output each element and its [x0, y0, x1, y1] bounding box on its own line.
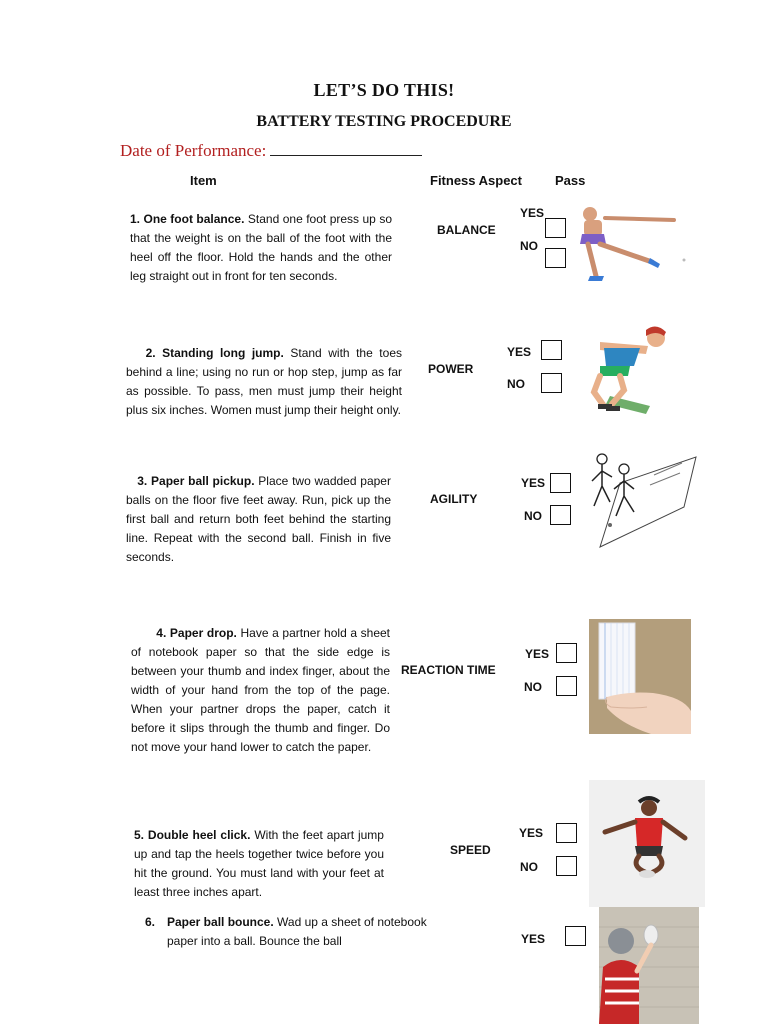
- item-paper-ball-bounce: [145, 913, 435, 951]
- item-number: 3.: [137, 474, 148, 488]
- item-name: Paper drop.: [169, 626, 237, 640]
- item-description: Stand with the toes behind a line; using no run or hop step, jump as far as possible. To pass, men must jump their height plus six inches. Women must jump their height only.: [126, 346, 402, 417]
- aspect-power: POWER: [428, 362, 474, 376]
- yes-label: YES: [521, 476, 546, 490]
- item-name: Standing long jump.: [162, 346, 284, 360]
- item-description: Place two wadded paper balls on the floor five feet away. Run, pick up the first ball and return both feet behind the starting line. Repeat with the second ball. Finish in five seconds.: [126, 474, 391, 564]
- balance-figure-image: [570, 200, 690, 290]
- yes-label: YES: [507, 345, 532, 359]
- date-label: Date of Performance:: [120, 141, 267, 160]
- aspect-agility: AGILITY: [430, 492, 478, 506]
- header-item: Item: [190, 173, 217, 188]
- pass-yes-checkbox[interactable]: [556, 643, 577, 663]
- page-title: LET’S DO THIS!: [313, 80, 455, 100]
- yes-label: YES: [519, 826, 544, 840]
- no-label: NO: [524, 680, 542, 694]
- aspect-speed: SPEED: [450, 843, 491, 857]
- no-label: NO: [520, 860, 538, 874]
- no-label: NO: [520, 239, 538, 253]
- paper-drop-photo: [589, 619, 691, 734]
- header-pass: Pass: [555, 173, 586, 188]
- item-number: 4.: [156, 626, 167, 640]
- heel-click-photo: [589, 780, 705, 907]
- aspect-reaction-time: REACTION TIME: [401, 663, 496, 677]
- date-blank-line[interactable]: [270, 141, 422, 156]
- long-jump-figure-image: [570, 322, 680, 418]
- item-name: Paper ball bounce.: [167, 915, 274, 929]
- item-paper-drop: [131, 624, 390, 757]
- yes-label: YES: [525, 647, 550, 661]
- pass-yes-checkbox[interactable]: [550, 473, 571, 493]
- pass-yes-checkbox[interactable]: [541, 340, 562, 360]
- item-name: Paper ball pickup.: [151, 474, 255, 488]
- item-number: 1.: [130, 212, 141, 226]
- item-name: Double heel click.: [147, 828, 251, 842]
- pass-no-checkbox[interactable]: [541, 373, 562, 393]
- item-one-foot-balance: [130, 210, 392, 286]
- no-label: NO: [507, 377, 525, 391]
- date-of-performance: [120, 141, 422, 161]
- pass-no-checkbox[interactable]: [556, 856, 577, 876]
- item-name: One foot balance.: [143, 212, 245, 226]
- pass-no-checkbox[interactable]: [556, 676, 577, 696]
- item-number: 5.: [134, 828, 145, 842]
- pass-no-checkbox[interactable]: [550, 505, 571, 525]
- item-paper-ball-pickup: [126, 472, 391, 567]
- page-subtitle: BATTERY TESTING PROCEDURE: [256, 113, 512, 130]
- item-double-heel-click: [134, 826, 384, 902]
- aspect-balance: BALANCE: [437, 223, 496, 237]
- item-description: Have a partner hold a sheet of notebook paper so that the side edge is between your thumb and index finger, about the width of your hand from the top of the page. When your partner drops the paper, catch it before it slips through the thumb and finger. Do not move your hand lower to catch the paper.: [131, 626, 390, 754]
- no-label: NO: [524, 509, 542, 523]
- ball-bounce-photo: [599, 907, 699, 1024]
- item-standing-long-jump: [126, 344, 402, 420]
- item-number: 2.: [145, 346, 156, 360]
- pass-no-checkbox[interactable]: [545, 248, 566, 268]
- item-description: Wad up a sheet of notebook paper into a ball. Bounce the ball: [167, 915, 427, 948]
- header-fitness-aspect: Fitness Aspect: [430, 173, 522, 188]
- pass-yes-checkbox[interactable]: [545, 218, 566, 238]
- item-description: Stand one foot press up so that the weight is on the ball of the foot with the heel off the floor. Hold the hands and the other leg straight out in front for ten seconds.: [130, 212, 392, 283]
- pass-yes-checkbox[interactable]: [565, 926, 586, 946]
- item-number: 6.: [145, 915, 156, 929]
- pass-yes-checkbox[interactable]: [556, 823, 577, 843]
- yes-label: YES: [521, 932, 546, 946]
- yes-label: YES: [520, 206, 545, 220]
- agility-figures-image: [580, 447, 700, 557]
- item-description: With the feet apart jump up and tap the heels together twice before you hit the ground. You must land with your feet at least three inches apart.: [134, 828, 384, 899]
